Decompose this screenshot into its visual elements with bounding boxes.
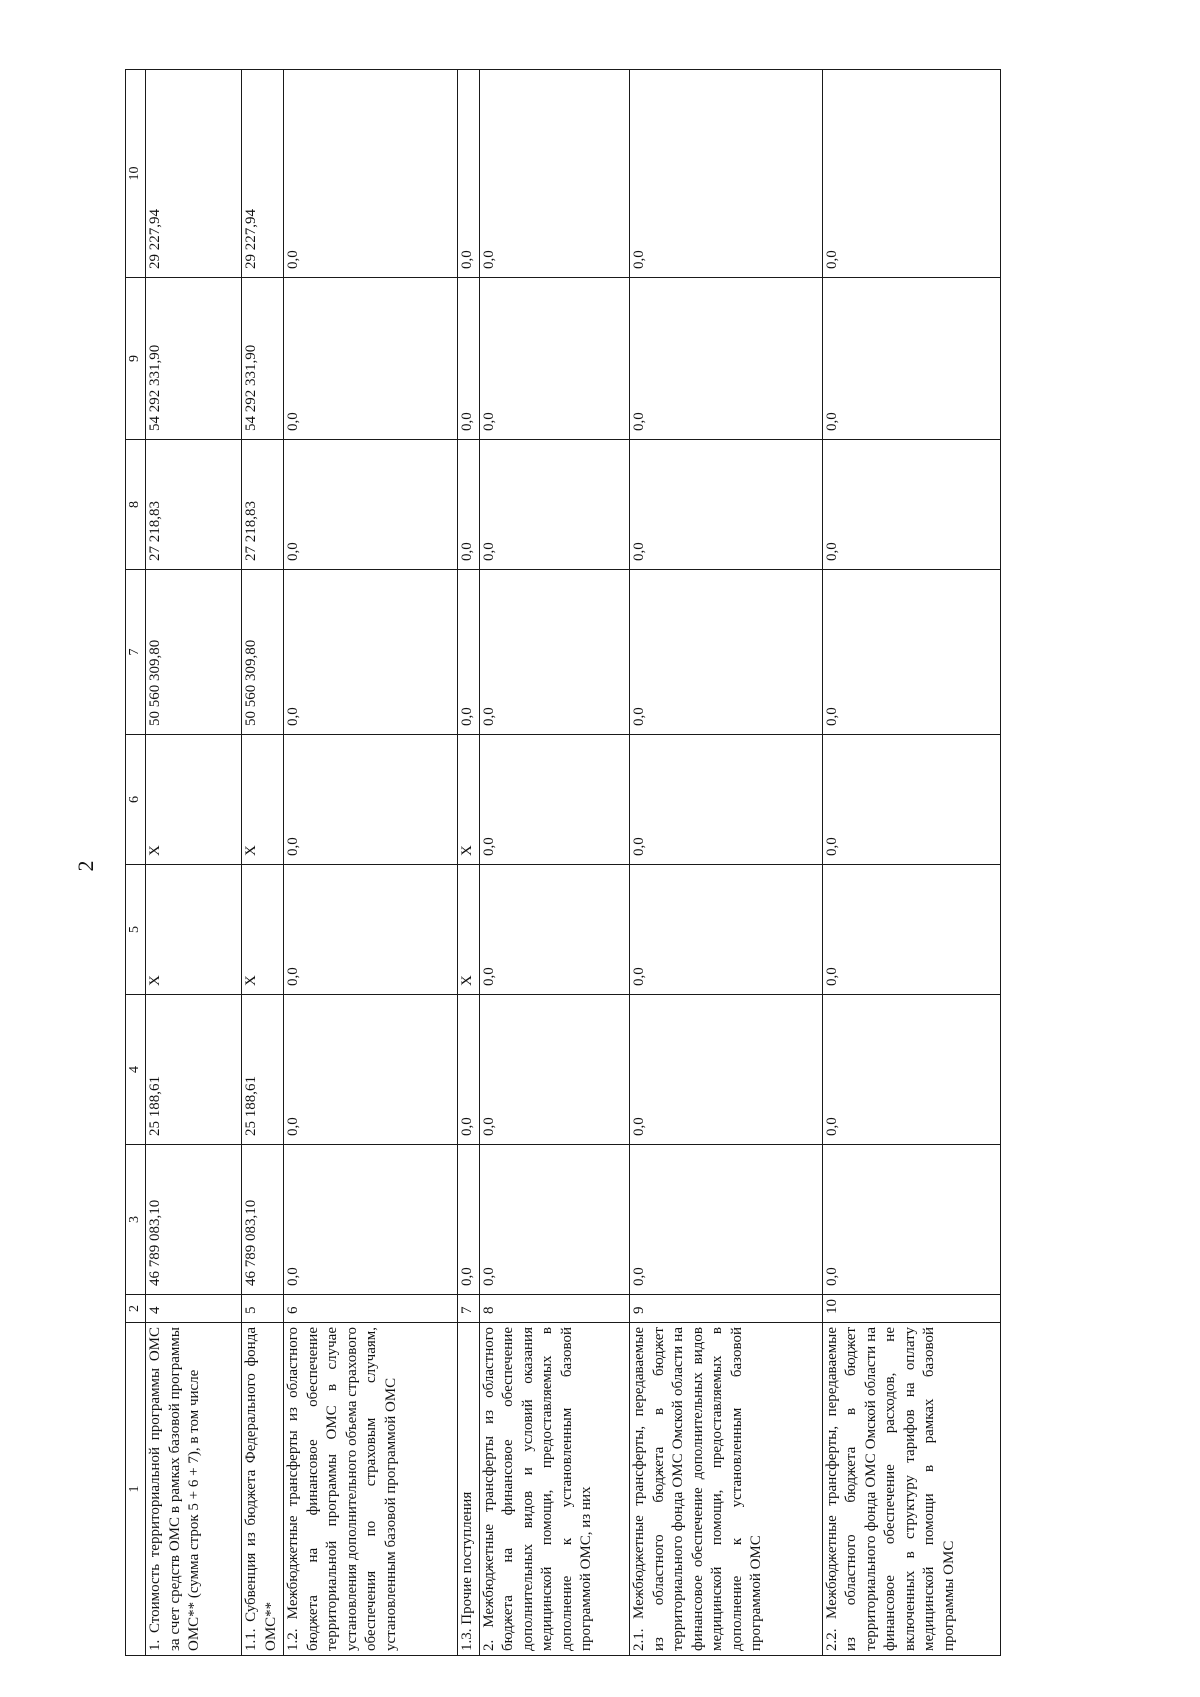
table-cell: 0,0 [479,70,630,278]
table-cell: 0,0 [284,278,458,440]
table-cell: 46 789 083,10 [242,1145,284,1295]
table-cell: Х [242,865,284,995]
table-row [284,70,458,1656]
table-cell: 0,0 [630,735,823,865]
column-header: 8 [126,440,146,570]
column-header: 1 [126,1323,146,1656]
table-cell: 0,0 [284,1145,458,1295]
page-number: 2 [73,860,98,872]
row-name: 1.1. Субвенция из бюджета Федерального фонда ОМС** [242,1323,284,1656]
table-cell: 0,0 [479,570,630,735]
table-cell: 0,0 [822,865,1000,995]
table-cell: 0,0 [479,995,630,1145]
row-name: 1.3. Прочие поступления [458,1323,479,1656]
table-cell: 0,0 [479,865,630,995]
table-cell: 0,0 [458,570,479,735]
table-header-row [126,70,146,1656]
table-cell: 27 218,83 [146,440,242,570]
table-cell: 0,0 [284,70,458,278]
table-cell: 0,0 [458,440,479,570]
table-cell: 0,0 [479,1145,630,1295]
table-row [479,70,630,1656]
row-name: 1.2. Межбюджетные трансферты из областного бюджета на финансовое обеспечение территориальной программы ОМС в случае установления дополнительного объема страхового обеспечения по страховым случаям, установленным базовой программой ОМС [284,1323,458,1656]
table-cell: 25 188,61 [146,995,242,1145]
table-cell: 0,0 [479,278,630,440]
table-cell: 0,0 [479,735,630,865]
table-row [458,70,479,1656]
table-cell: 54 292 331,90 [146,278,242,440]
table-row [822,70,1000,1656]
table-cell: 29 227,94 [242,70,284,278]
table-cell: 27 218,83 [242,440,284,570]
table-cell: 0,0 [630,278,823,440]
table-cell: 0,0 [458,995,479,1145]
table-cell: 0,0 [284,440,458,570]
column-header: 2 [126,1295,146,1323]
table-row [146,70,242,1656]
table-row [242,70,284,1656]
table-cell: 0,0 [284,735,458,865]
column-header: 6 [126,735,146,865]
column-header: 9 [126,278,146,440]
rotated-table-wrapper [125,70,1001,1656]
table-cell: 0,0 [630,1145,823,1295]
budget-table [125,69,1001,1656]
row-name: 1. Стоимость территориальной программы ОМС за счет средств ОМС в рамках базовой программы ОМС** (сумма строк 5 + 6 + 7), в том числе [146,1323,242,1656]
row-code: 6 [284,1295,458,1323]
table-cell: 0,0 [630,570,823,735]
table-cell: 0,0 [822,1145,1000,1295]
row-name: 2.1. Межбюджетные трансферты, передаваемые из областного бюджета в бюджет территориального фонда ОМС Омской области на финансовое обеспечение дополнительных видов медицинской помощи, предоставляемых в дополнение к установленным базовой программой ОМС [630,1323,823,1656]
table-cell: 0,0 [630,995,823,1145]
table-cell: 25 188,61 [242,995,284,1145]
table-cell: 0,0 [284,995,458,1145]
table-cell: 0,0 [284,865,458,995]
table-cell: 0,0 [458,278,479,440]
column-header: 4 [126,995,146,1145]
table-cell: 0,0 [284,570,458,735]
row-code: 5 [242,1295,284,1323]
table-cell: 54 292 331,90 [242,278,284,440]
column-header: 10 [126,70,146,278]
row-code: 7 [458,1295,479,1323]
table-cell: 50 560 309,80 [146,570,242,735]
table-cell: 0,0 [822,440,1000,570]
table-cell: 0,0 [630,440,823,570]
row-name: 2.2. Межбюджетные трансферты, передаваемые из областного бюджета в бюджет территориального фонда ОМС Омской области на финансовое обеспечение расходов, не включенных в структуру тарифов на оплату медицинской помощи в рамках базовой программы ОМС [822,1323,1000,1656]
row-code: 9 [630,1295,823,1323]
table-cell: 0,0 [458,1145,479,1295]
table-cell: 0,0 [822,70,1000,278]
row-name: 2. Межбюджетные трансферты из областного бюджета на финансовое обеспечение дополнительных видов и условий оказания медицинской помощи, предоставляемых в дополнение к установленным базовой программой ОМС, из них [479,1323,630,1656]
table-cell: 0,0 [630,865,823,995]
table-cell: 0,0 [822,278,1000,440]
row-code: 8 [479,1295,630,1323]
table-cell: 0,0 [630,70,823,278]
table-cell: 0,0 [458,70,479,278]
table-cell: Х [458,865,479,995]
row-code: 10 [822,1295,1000,1323]
table-cell: 0,0 [822,995,1000,1145]
table-cell: 0,0 [822,735,1000,865]
table-row [630,70,823,1656]
table-cell: Х [242,735,284,865]
row-code: 4 [146,1295,242,1323]
table-cell: 0,0 [822,570,1000,735]
table-cell: Х [146,865,242,995]
table-cell: 0,0 [479,440,630,570]
table-cell: Х [458,735,479,865]
column-header: 3 [126,1145,146,1295]
table-cell: Х [146,735,242,865]
column-header: 7 [126,570,146,735]
column-header: 5 [126,865,146,995]
table-cell: 46 789 083,10 [146,1145,242,1295]
table-cell: 29 227,94 [146,70,242,278]
table-cell: 50 560 309,80 [242,570,284,735]
